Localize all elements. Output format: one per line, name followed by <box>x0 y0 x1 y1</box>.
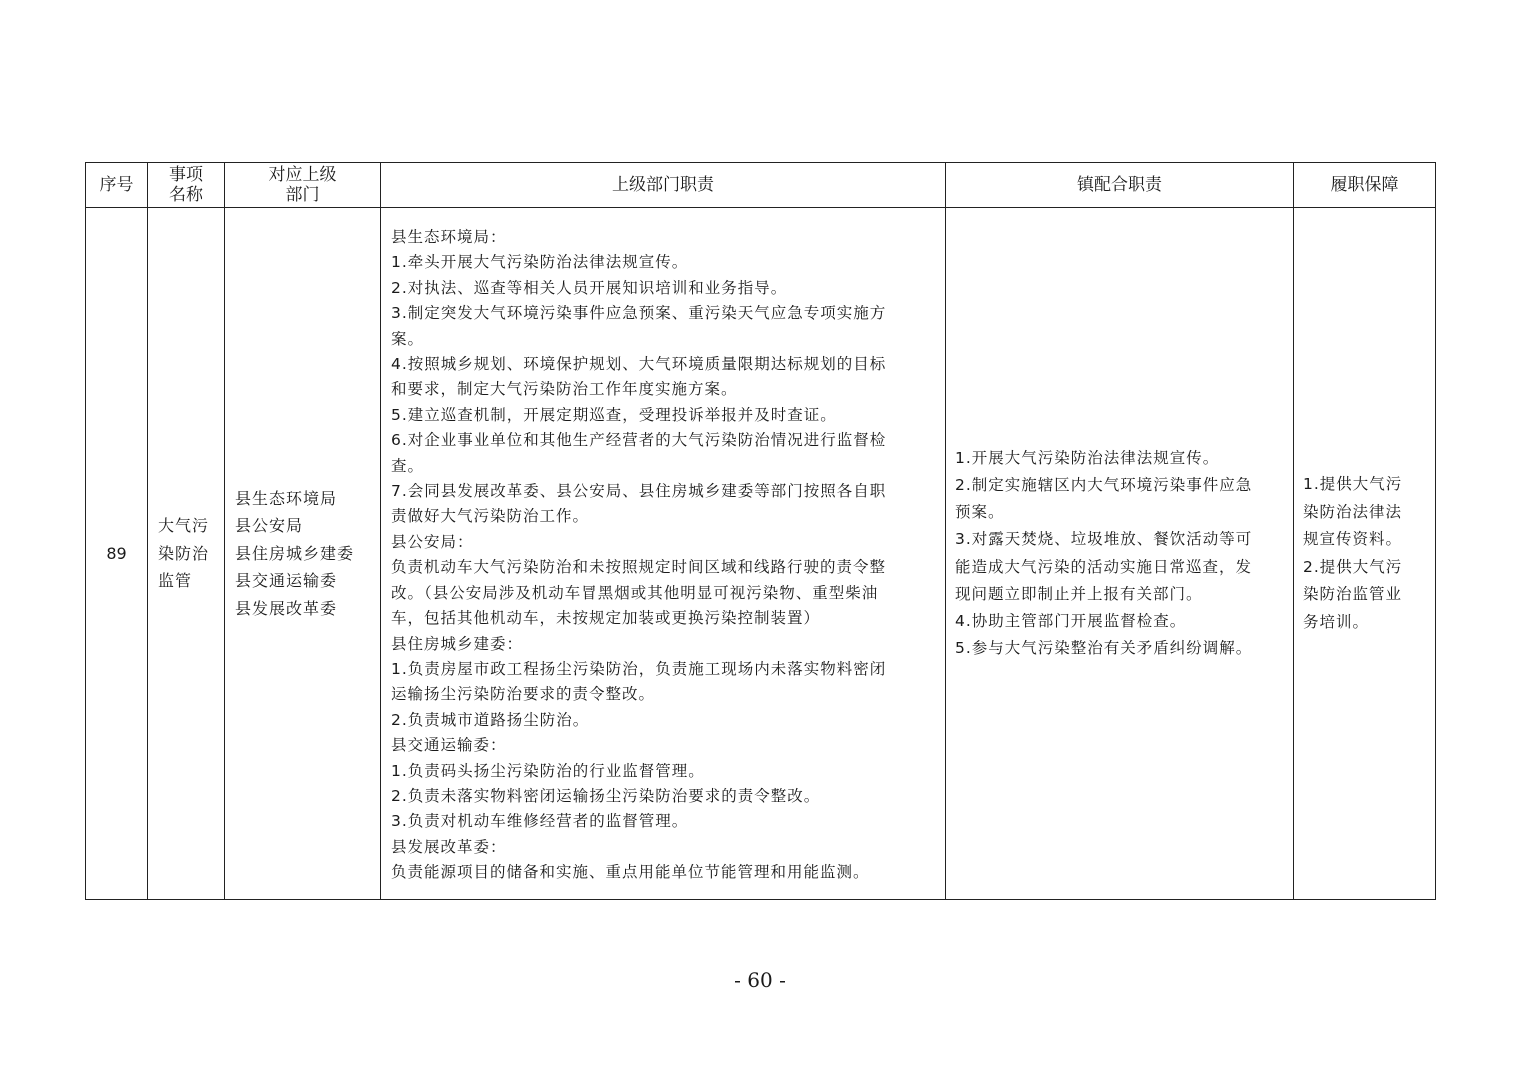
header-town-duty: 镇配合职责 <box>946 163 1294 208</box>
upper-duty-line: 运输扬尘污染防治要求的责令整改。 <box>391 685 656 704</box>
town-duty-line: 4.协助主管部门开展监督检查。 <box>955 611 1187 630</box>
dept-cell <box>225 208 381 900</box>
dept-line: 县生态环境局 <box>235 488 338 508</box>
header-dept: 对应上级 部门 <box>225 163 381 208</box>
upper-duty-line: 1.负责房屋市政工程扬尘污染防治，负责施工现场内未落实物料密闭 <box>391 659 887 678</box>
dept-line: 县公安局 <box>235 516 304 536</box>
item-name-cell <box>148 208 225 900</box>
dept-line: 县发展改革委 <box>235 598 338 618</box>
page-number: - 60 - <box>734 968 786 992</box>
upper-duty-line: 县发展改革委： <box>391 837 507 856</box>
upper-duty-line: 2.对执法、巡查等相关人员开展知识培训和业务指导。 <box>391 278 788 297</box>
upper-duty-line: 5.建立巡查机制，开展定期巡查，受理投诉举报并及时查证。 <box>391 405 837 424</box>
upper-duty-line: 3.负责对机动车维修经营者的监督管理。 <box>391 812 689 831</box>
upper-duty-line: 县公安局： <box>391 532 474 551</box>
town-duty-line: 2.制定实施辖区内大气环境污染事件应急 <box>955 475 1253 494</box>
upper-duty-line: 县交通运输委： <box>391 736 507 755</box>
upper-duty-line: 改。（县公安局涉及机动车冒黑烟或其他明显可视污染物、重型柴油 <box>391 583 879 602</box>
upper-duty-line: 县住房城乡建委： <box>391 634 524 653</box>
town-duty-cell <box>946 208 1294 900</box>
upper-duty-line: 案。 <box>391 329 425 348</box>
upper-duty-line: 和要求，制定大气污染防治工作年度实施方案。 <box>391 380 738 399</box>
upper-duty-line: 6.对企业事业单位和其他生产经营者的大气污染防治情况进行监督检 <box>391 431 887 450</box>
guarantee-line: 规宣传资料。 <box>1303 530 1403 548</box>
seq-cell: 89 <box>86 208 148 900</box>
item-name-line: 染防治 <box>158 543 210 563</box>
item-name-line: 大气污 <box>158 516 210 536</box>
upper-duty-line: 3.制定突发大气环境污染事件应急预案、重污染天气应急专项实施方 <box>391 304 887 323</box>
upper-duty-line: 负责机动车大气污染防治和未按照规定时间区域和线路行驶的责令整 <box>391 558 887 577</box>
guarantee-line: 2.提供大气污 <box>1303 557 1403 576</box>
town-duty-line: 1.开展大气污染防治法律法规宣传。 <box>955 448 1220 467</box>
town-duty-line: 现问题立即制止并上报有关部门。 <box>955 584 1203 603</box>
table-row <box>86 208 1436 900</box>
header-guarantee: 履职保障 <box>1294 163 1436 208</box>
upper-duty-line: 4.按照城乡规划、环境保护规划、大气环境质量限期达标规划的目标 <box>391 355 887 374</box>
item-name-line: 监管 <box>158 571 193 591</box>
dept-line: 县交通运输委 <box>235 571 338 591</box>
duty-table <box>85 162 1436 900</box>
guarantee-line: 务培训。 <box>1303 612 1370 631</box>
upper-duty-line: 1.牵头开展大气污染防治法律法规宣传。 <box>391 253 689 272</box>
header-upper-duty: 上级部门职责 <box>381 163 946 208</box>
upper-duty-line: 2.负责未落实物料密闭运输扬尘污染防治要求的责令整改。 <box>391 786 821 805</box>
upper-duty-line: 负责能源项目的储备和实施、重点用能单位节能管理和用能监测。 <box>391 863 870 882</box>
header-item-name: 事项 名称 <box>148 163 225 208</box>
upper-duty-line: 县生态环境局： <box>391 228 507 246</box>
upper-duty-line: 查。 <box>391 456 425 475</box>
guarantee-line: 染防治监管业 <box>1303 585 1403 603</box>
upper-duty-line: 责做好大气污染防治工作。 <box>391 507 590 526</box>
town-duty-line: 5.参与大气污染整治有关矛盾纠纷调解。 <box>955 639 1253 658</box>
guarantee-line: 1.提供大气污 <box>1303 475 1403 493</box>
guarantee-cell <box>1294 208 1436 900</box>
town-duty-line: 能造成大气污染的活动实施日常巡查，发 <box>955 557 1253 576</box>
guarantee-line: 染防治法律法 <box>1303 502 1403 521</box>
upper-duty-line: 1.负责码头扬尘污染防治的行业监督管理。 <box>391 761 705 780</box>
header-seq: 序号 <box>86 163 148 208</box>
dept-line: 县住房城乡建委 <box>235 543 355 563</box>
upper-duty-line: 车，包括其他机动车，未按规定加装或更换污染控制装置） <box>391 609 821 628</box>
upper-duty-line: 2.负责城市道路扬尘防治。 <box>391 710 590 729</box>
header-row <box>86 163 1436 208</box>
town-duty-line: 预案。 <box>955 503 1005 522</box>
upper-duty-line: 7.会同县发展改革委、县公安局、县住房城乡建委等部门按照各自职 <box>391 482 887 501</box>
town-duty-line: 3.对露天焚烧、垃圾堆放、餐饮活动等可 <box>955 530 1253 549</box>
upper-duty-cell <box>381 208 946 900</box>
